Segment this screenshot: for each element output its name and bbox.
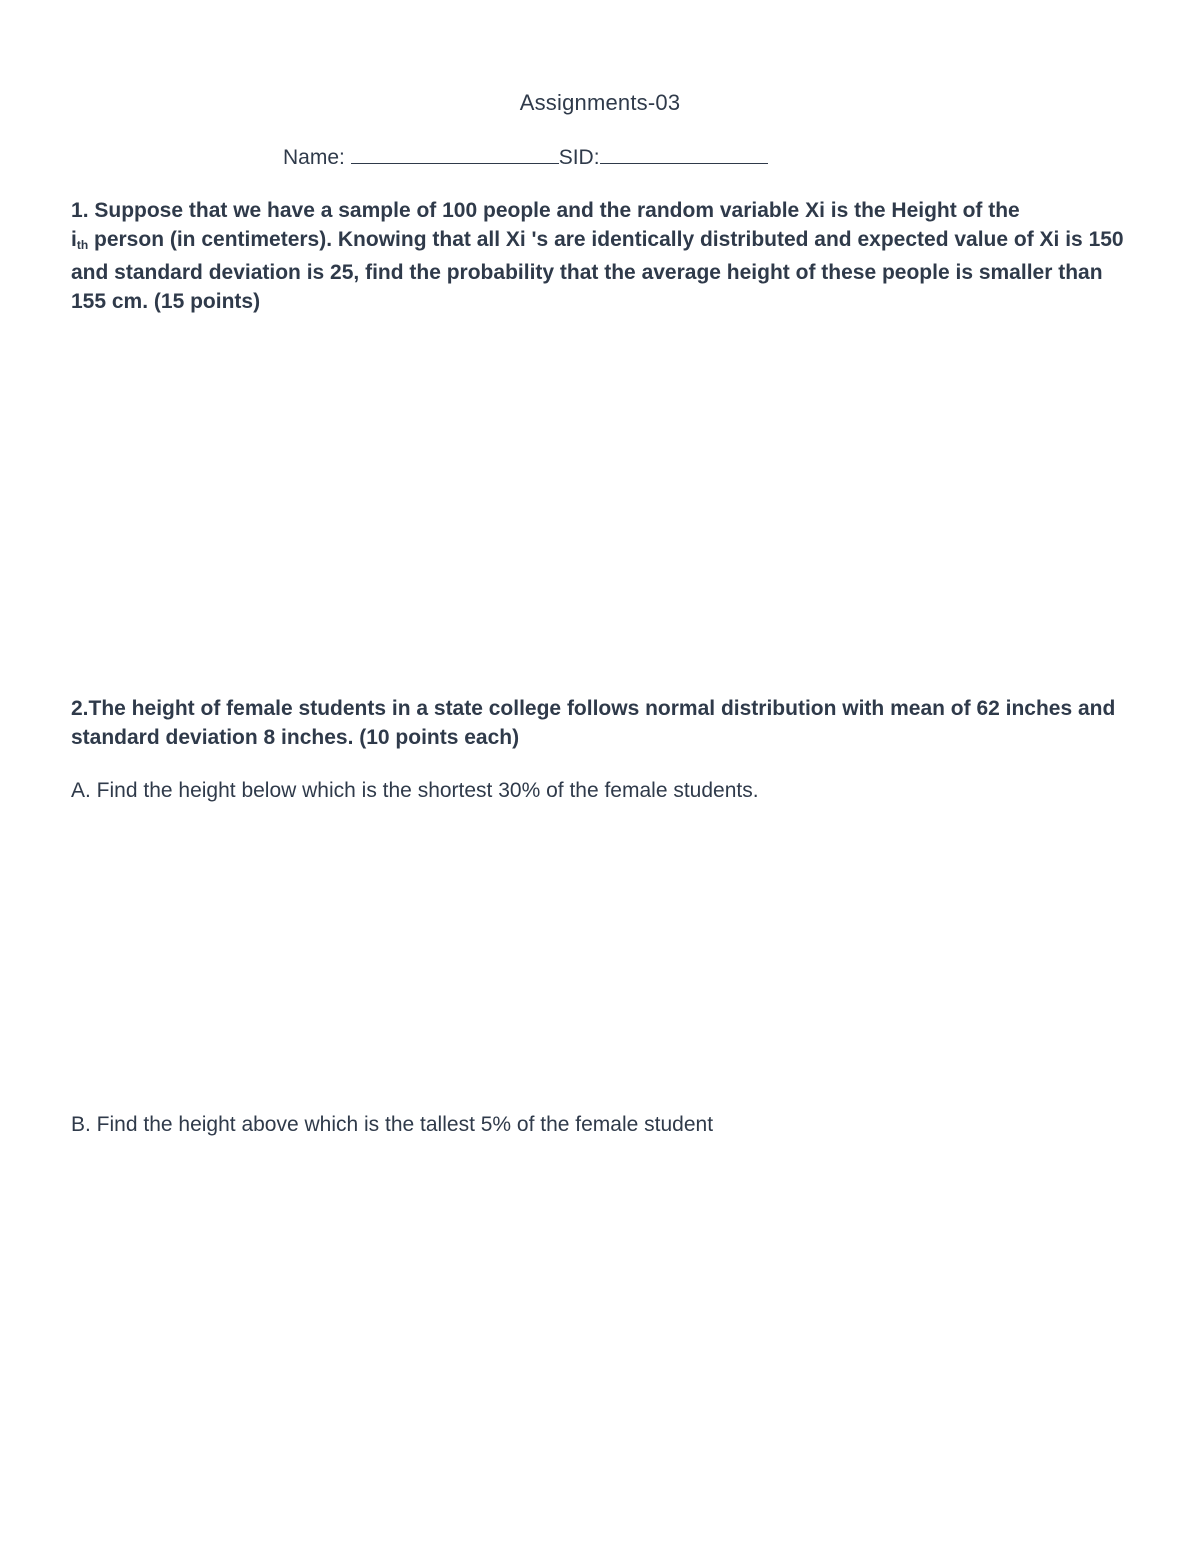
- question-2-part-a: A. Find the height below which is the shortest 30% of the female students.: [71, 779, 759, 802]
- name-label: Name:: [283, 146, 351, 169]
- question-1-text-part2: person (in centimeters). Knowing that all Xi 's are identically distributed and expected value of Xi is 150 and standard deviation is 25, find the probability that the average height of these people is smaller than 155 cm. (15 points): [71, 227, 1124, 313]
- sid-blank[interactable]: [600, 143, 768, 164]
- question-1-th-subscript: th: [76, 237, 89, 252]
- name-sid-line: [283, 143, 768, 170]
- question-2-part-b: B. Find the height above which is the tallest 5% of the female student: [71, 1113, 714, 1136]
- question-1: [71, 197, 1141, 316]
- question-1-text-part1: . Suppose that we have a sample of 100 people and the random variable Xi is the Height of the: [82, 199, 1020, 222]
- page-title: Assignments-03: [519, 90, 681, 115]
- sid-label: SID:: [558, 146, 600, 169]
- question-1-i: i: [71, 227, 77, 251]
- question-1-number: 1: [71, 199, 83, 222]
- name-blank[interactable]: [351, 143, 559, 164]
- question-2: 2.The height of female students in a state college follows normal distribution with mean of 62 inches and standard deviation 8 inches. (10 points each): [71, 697, 1116, 749]
